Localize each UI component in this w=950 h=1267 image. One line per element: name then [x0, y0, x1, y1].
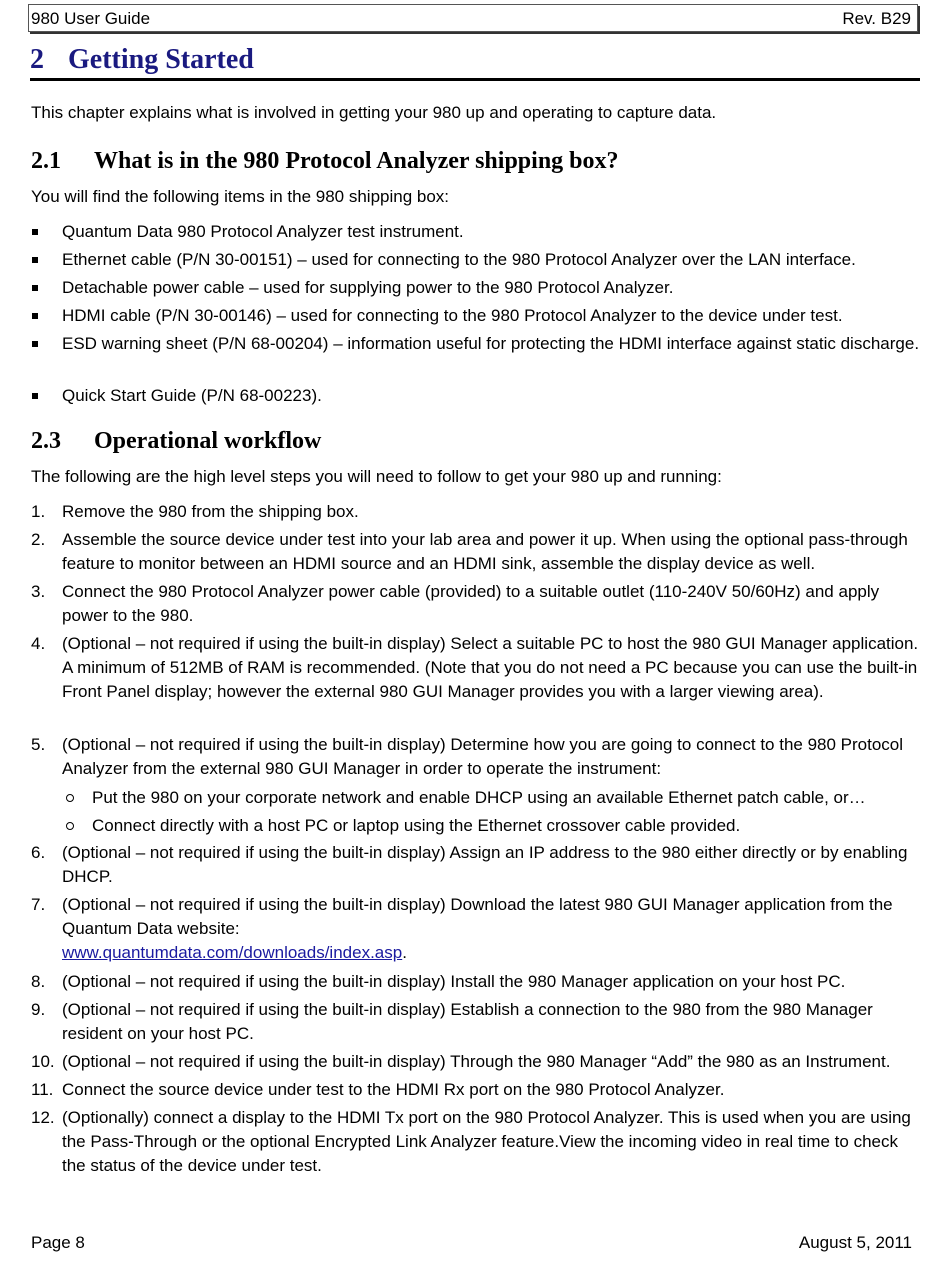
step-text: (Optional – not required if using the built-in display) Download the latest 980 GUI Manager application from the Quantum Data website: — [62, 895, 893, 938]
chapter-title: Getting Started — [68, 44, 254, 75]
list-item — [31, 304, 923, 328]
section-number: 2.1 — [31, 148, 61, 174]
step-text: (Optionally) connect a display to the HDMI Tx port on the 980 Protocol Analyzer. This is used when you are using the Pass-Through or the optional Encrypted Link Analyzer feature.View the incoming video in real time to check the status of the device under test. — [62, 1108, 911, 1175]
step-text: (Optional – not required if using the built-in display) Through the 980 Manager “Add” the 980 as an Instrument. — [62, 1052, 891, 1071]
bullet-marker — [32, 393, 38, 399]
sub-list-item — [62, 814, 922, 838]
sub-list-item-text: Put the 980 on your corporate network and enable DHCP using an available Ethernet patch cable, or… — [92, 788, 866, 807]
step-item — [31, 1050, 923, 1074]
step-number: 1. — [31, 502, 46, 521]
downloads-link[interactable]: www.quantumdata.com/downloads/index.asp — [62, 943, 403, 962]
list-item-text: Quick Start Guide (P/N 68-00223). — [62, 386, 322, 405]
chapter-heading — [30, 44, 920, 81]
list-item — [31, 276, 923, 300]
section-heading-2-1 — [31, 148, 619, 175]
section-lead: The following are the high level steps you will need to follow to get your 980 up and running: — [31, 467, 722, 486]
header-doc-title: 980 User Guide — [31, 9, 151, 28]
footer-page-number: Page 8 — [31, 1233, 85, 1252]
list-item — [31, 220, 923, 244]
step-item — [31, 580, 923, 628]
bullet-marker — [32, 229, 38, 235]
intro-paragraph: This chapter explains what is involved in getting your 980 up and operating to capture data. — [31, 103, 717, 122]
step-item — [31, 893, 923, 965]
sub-list-item — [62, 786, 922, 810]
step-item — [31, 998, 923, 1046]
step-number: 9. — [31, 1000, 46, 1019]
section-number: 2.3 — [31, 428, 61, 454]
section-heading-2-3 — [31, 428, 321, 455]
bullet-marker — [32, 341, 38, 347]
step-number: 5. — [31, 735, 46, 754]
step-number: 3. — [31, 582, 46, 601]
step-number: 11. — [31, 1080, 54, 1099]
list-item-text: Detachable power cable – used for supplying power to the 980 Protocol Analyzer. — [62, 278, 674, 297]
step-item — [31, 970, 923, 994]
list-item — [31, 332, 923, 356]
step-item — [31, 632, 923, 704]
step-item — [31, 1078, 923, 1102]
hollow-bullet-marker — [66, 794, 74, 802]
step-item — [31, 500, 923, 524]
step-number: 7. — [31, 895, 46, 914]
step-item — [31, 1106, 923, 1178]
list-item-text: Ethernet cable (P/N 30-00151) – used for connecting to the 980 Protocol Analyzer over the LAN interface. — [62, 250, 856, 269]
bullet-marker — [32, 313, 38, 319]
page-header — [28, 4, 918, 32]
list-item-text: Quantum Data 980 Protocol Analyzer test instrument. — [62, 222, 464, 241]
step-text: Connect the 980 Protocol Analyzer power cable (provided) to a suitable outlet (110-240V 50/60Hz) and apply power to the 980. — [62, 582, 880, 625]
step-text: Assemble the source device under test into your lab area and power it up. When using the optional pass-through feature to monitor between an HDMI source and an HDMI sink, assemble the display device as well. — [62, 530, 908, 573]
hollow-bullet-marker — [66, 822, 74, 830]
step-number: 8. — [31, 972, 46, 991]
step-text: Connect the source device under test to the HDMI Rx port on the 980 Protocol Analyzer. — [62, 1080, 725, 1099]
footer-date: August 5, 2011 — [798, 1233, 912, 1252]
sub-list-item-text: Connect directly with a host PC or laptop using the Ethernet crossover cable provided. — [92, 816, 741, 835]
step-number: 2. — [31, 530, 46, 549]
list-item-text: ESD warning sheet (P/N 68-00204) – information useful for protecting the HDMI interface against static discharge. — [62, 334, 920, 353]
header-revision: Rev. B29 — [842, 9, 911, 28]
step-text: (Optional – not required if using the built-in display) Install the 980 Manager application on your host PC. — [62, 972, 846, 991]
step-item — [31, 528, 923, 576]
section-title: Operational workflow — [94, 428, 322, 454]
list-item — [31, 248, 923, 272]
step-item — [31, 841, 923, 889]
section-title: What is in the 980 Protocol Analyzer shipping box? — [94, 148, 619, 174]
step-text: (Optional – not required if using the built-in display) Determine how you are going to connect to the 980 Protocol Analyzer from the external 980 GUI Manager in order to operate the instrument: — [62, 735, 904, 778]
step-text: (Optional – not required if using the built-in display) Select a suitable PC to host the 980 GUI Manager application. A minimum of 512MB of RAM is recommended. (Note that you do not need a PC because you can use the built-in Front Panel display; however the external 980 GUI Manager provides you with a larger viewing area). — [62, 634, 919, 701]
step-number: 6. — [31, 843, 46, 862]
step-number: 12. — [31, 1108, 55, 1127]
link-trailing-period: . — [402, 943, 407, 962]
step-text: Remove the 980 from the shipping box. — [62, 502, 359, 521]
bullet-marker — [32, 285, 38, 291]
chapter-number: 2 — [30, 44, 44, 75]
step-item — [31, 733, 923, 781]
bullet-marker — [32, 257, 38, 263]
step-number: 10. — [31, 1052, 55, 1071]
section-lead: You will find the following items in the 980 shipping box: — [31, 187, 450, 206]
list-item — [31, 384, 923, 408]
step-text: (Optional – not required if using the built-in display) Assign an IP address to the 980 either directly or by enabling DHCP. — [62, 843, 908, 886]
step-number: 4. — [31, 634, 46, 653]
step-text: (Optional – not required if using the built-in display) Establish a connection to the 980 from the 980 Manager resident on your host PC. — [62, 1000, 873, 1043]
list-item-text: HDMI cable (P/N 30-00146) – used for connecting to the 980 Protocol Analyzer to the device under test. — [62, 306, 843, 325]
